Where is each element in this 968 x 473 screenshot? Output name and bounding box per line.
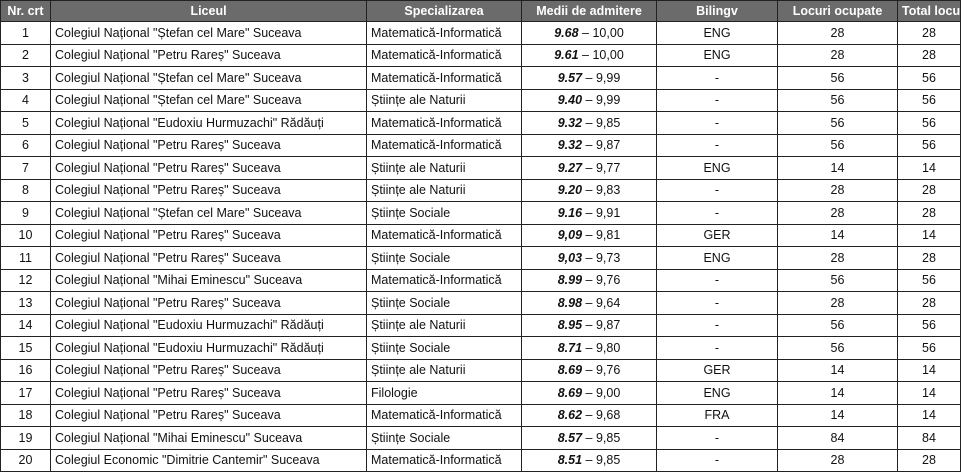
table-row	[1, 134, 961, 157]
cell-nr: 12	[1, 269, 51, 292]
cell-nr: 10	[1, 224, 51, 247]
cell-specializare: Științe ale Naturii	[367, 314, 522, 337]
header-bilingv: Bilingv	[657, 1, 778, 22]
cell-medii	[522, 382, 657, 405]
medie-minima: 9.68	[554, 25, 579, 40]
medie-maxima: 9,00	[595, 385, 621, 400]
cell-specializare: Matematică-Informatică	[367, 44, 522, 67]
cell-total-locuri: 28	[898, 247, 961, 270]
cell-liceu: Colegiul Național "Petru Rareș" Suceava	[51, 359, 367, 382]
cell-liceu: Colegiul Economic "Dimitrie Cantemir" Suceava	[51, 449, 367, 472]
medie-separator: –	[582, 430, 596, 445]
medie-minima: 8.51	[557, 453, 583, 468]
cell-nr: 11	[1, 247, 51, 270]
cell-liceu: Colegiul Național "Mihai Eminescu" Suceava	[51, 427, 367, 450]
cell-bilingv: -	[657, 134, 778, 157]
medie-maxima: 9,68	[595, 408, 621, 423]
cell-bilingv: FRA	[657, 404, 778, 427]
header-total-locuri: Total locuri	[898, 1, 961, 22]
cell-medii	[522, 292, 657, 315]
cell-specializare: Științe Sociale	[367, 337, 522, 360]
cell-bilingv: -	[657, 89, 778, 112]
medie-minima: 8.71	[557, 340, 583, 355]
table-row	[1, 404, 961, 427]
cell-locuri-ocupate: 28	[778, 449, 898, 472]
cell-liceu: Colegiul Național "Eudoxiu Hurmuzachi" Rădăuți	[51, 337, 367, 360]
medie-separator: –	[582, 138, 596, 153]
cell-total-locuri: 28	[898, 44, 961, 67]
cell-total-locuri: 56	[898, 337, 961, 360]
medie-maxima: 10,00	[592, 25, 624, 40]
medie-separator: –	[582, 115, 596, 130]
medie-minima: 9.32	[557, 138, 583, 153]
medie-separator: –	[582, 228, 596, 243]
cell-locuri-ocupate: 28	[778, 179, 898, 202]
cell-bilingv: -	[657, 179, 778, 202]
medie-minima: 9,03	[557, 250, 583, 265]
cell-nr: 14	[1, 314, 51, 337]
cell-specializare: Matematică-Informatică	[367, 449, 522, 472]
medie-separator: –	[582, 250, 596, 265]
medie-separator: –	[582, 205, 596, 220]
table-row	[1, 202, 961, 225]
cell-total-locuri: 28	[898, 202, 961, 225]
cell-bilingv: ENG	[657, 382, 778, 405]
cell-specializare: Matematică-Informatică	[367, 134, 522, 157]
cell-medii	[522, 202, 657, 225]
cell-liceu: Colegiul Național "Ștefan cel Mare" Suceava	[51, 22, 367, 45]
cell-medii	[522, 247, 657, 270]
medie-maxima: 9,85	[595, 430, 621, 445]
medie-separator: –	[582, 385, 596, 400]
cell-specializare: Științe ale Naturii	[367, 89, 522, 112]
cell-bilingv: GER	[657, 359, 778, 382]
table-row	[1, 247, 961, 270]
medie-separator: –	[582, 295, 596, 310]
cell-locuri-ocupate: 28	[778, 292, 898, 315]
cell-bilingv: GER	[657, 224, 778, 247]
cell-total-locuri: 56	[898, 89, 961, 112]
medie-separator: –	[582, 408, 596, 423]
medie-minima: 9,09	[557, 228, 583, 243]
cell-locuri-ocupate: 28	[778, 247, 898, 270]
medie-minima: 8.69	[557, 363, 583, 378]
cell-specializare: Științe ale Naturii	[367, 179, 522, 202]
medie-minima: 9.61	[554, 48, 579, 63]
cell-nr: 19	[1, 427, 51, 450]
cell-medii	[522, 22, 657, 45]
cell-medii	[522, 134, 657, 157]
cell-specializare: Științe Sociale	[367, 427, 522, 450]
cell-bilingv: ENG	[657, 22, 778, 45]
header-liceul: Liceul	[51, 1, 367, 22]
cell-bilingv: -	[657, 449, 778, 472]
cell-specializare: Științe Sociale	[367, 292, 522, 315]
cell-bilingv: -	[657, 202, 778, 225]
cell-locuri-ocupate: 14	[778, 382, 898, 405]
medie-minima: 9.20	[557, 183, 583, 198]
medie-separator: –	[582, 363, 596, 378]
cell-total-locuri: 56	[898, 314, 961, 337]
cell-locuri-ocupate: 28	[778, 202, 898, 225]
cell-bilingv: -	[657, 427, 778, 450]
medie-maxima: 9,91	[595, 205, 621, 220]
cell-locuri-ocupate: 56	[778, 314, 898, 337]
cell-locuri-ocupate: 84	[778, 427, 898, 450]
cell-total-locuri: 14	[898, 157, 961, 180]
medie-maxima: 9,73	[595, 250, 621, 265]
medie-separator: –	[582, 318, 596, 333]
cell-nr: 4	[1, 89, 51, 112]
cell-total-locuri: 28	[898, 179, 961, 202]
cell-liceu: Colegiul Național "Ștefan cel Mare" Suceava	[51, 89, 367, 112]
table-row	[1, 292, 961, 315]
cell-bilingv: -	[657, 292, 778, 315]
cell-liceu: Colegiul Național "Petru Rareș" Suceava	[51, 404, 367, 427]
header-row	[1, 1, 961, 22]
cell-total-locuri: 14	[898, 359, 961, 382]
cell-liceu: Colegiul Național "Petru Rareș" Suceava	[51, 179, 367, 202]
medie-minima: 8.62	[557, 408, 583, 423]
cell-medii	[522, 179, 657, 202]
cell-bilingv: -	[657, 337, 778, 360]
cell-bilingv: ENG	[657, 157, 778, 180]
table-row	[1, 427, 961, 450]
medie-maxima: 9,64	[595, 295, 621, 310]
cell-medii	[522, 269, 657, 292]
medie-minima: 9.57	[557, 70, 583, 85]
cell-bilingv: -	[657, 112, 778, 135]
cell-liceu: Colegiul Național "Petru Rareș" Suceava	[51, 157, 367, 180]
cell-nr: 13	[1, 292, 51, 315]
cell-liceu: Colegiul Național "Petru Rareș" Suceava	[51, 247, 367, 270]
header-medii-de-admitere: Medii de admitere	[522, 1, 657, 22]
cell-medii	[522, 314, 657, 337]
cell-total-locuri: 14	[898, 404, 961, 427]
cell-liceu: Colegiul Național "Eudoxiu Hurmuzachi" Rădăuți	[51, 314, 367, 337]
medie-separator: –	[582, 340, 596, 355]
header-specializarea: Specializarea	[367, 1, 522, 22]
cell-bilingv: -	[657, 314, 778, 337]
cell-total-locuri: 28	[898, 292, 961, 315]
cell-specializare: Științe Sociale	[367, 247, 522, 270]
table-row	[1, 314, 961, 337]
cell-nr: 3	[1, 67, 51, 90]
cell-specializare: Științe Sociale	[367, 202, 522, 225]
cell-locuri-ocupate: 14	[778, 224, 898, 247]
cell-total-locuri: 14	[898, 224, 961, 247]
medie-separator: –	[582, 183, 596, 198]
header-locuri-ocupate: Locuri ocupate	[778, 1, 898, 22]
cell-nr: 18	[1, 404, 51, 427]
cell-medii	[522, 224, 657, 247]
medie-minima: 9.27	[557, 160, 583, 175]
cell-nr: 5	[1, 112, 51, 135]
cell-specializare: Matematică-Informatică	[367, 112, 522, 135]
medie-maxima: 9,87	[595, 318, 621, 333]
medie-minima: 8.69	[557, 385, 583, 400]
cell-locuri-ocupate: 28	[778, 44, 898, 67]
cell-specializare: Matematică-Informatică	[367, 67, 522, 90]
medie-maxima: 9,83	[595, 183, 621, 198]
cell-liceu: Colegiul Național "Eudoxiu Hurmuzachi" Rădăuți	[51, 112, 367, 135]
cell-medii	[522, 157, 657, 180]
cell-specializare: Științe ale Naturii	[367, 359, 522, 382]
cell-total-locuri: 56	[898, 134, 961, 157]
medie-separator: –	[582, 273, 596, 288]
header-nr-crt: Nr. crt	[1, 1, 51, 22]
table-row	[1, 269, 961, 292]
cell-liceu: Colegiul Național "Petru Rareș" Suceava	[51, 224, 367, 247]
cell-locuri-ocupate: 28	[778, 22, 898, 45]
medie-separator: –	[582, 453, 596, 468]
cell-bilingv: -	[657, 67, 778, 90]
cell-liceu: Colegiul Național "Ștefan cel Mare" Suceava	[51, 202, 367, 225]
table-row	[1, 22, 961, 45]
cell-nr: 8	[1, 179, 51, 202]
cell-nr: 1	[1, 22, 51, 45]
cell-total-locuri: 84	[898, 427, 961, 450]
medie-minima: 8.57	[557, 430, 583, 445]
table-row	[1, 224, 961, 247]
cell-specializare: Matematică-Informatică	[367, 269, 522, 292]
medie-minima: 9.16	[557, 205, 583, 220]
cell-specializare: Filologie	[367, 382, 522, 405]
cell-total-locuri: 56	[898, 112, 961, 135]
medie-minima: 9.40	[557, 93, 583, 108]
cell-nr: 7	[1, 157, 51, 180]
table-row	[1, 359, 961, 382]
medie-maxima: 9,76	[595, 273, 621, 288]
cell-liceu: Colegiul Național "Mihai Eminescu" Suceava	[51, 269, 367, 292]
cell-bilingv: ENG	[657, 44, 778, 67]
cell-locuri-ocupate: 56	[778, 134, 898, 157]
medie-maxima: 9,85	[595, 115, 621, 130]
cell-locuri-ocupate: 14	[778, 359, 898, 382]
table-row	[1, 179, 961, 202]
cell-liceu: Colegiul Național "Petru Rareș" Suceava	[51, 292, 367, 315]
cell-medii	[522, 449, 657, 472]
cell-bilingv: -	[657, 269, 778, 292]
medie-maxima: 9,87	[595, 138, 621, 153]
medie-maxima: 9,99	[595, 93, 621, 108]
cell-medii	[522, 112, 657, 135]
table-row	[1, 67, 961, 90]
medie-separator: –	[582, 93, 596, 108]
cell-locuri-ocupate: 56	[778, 337, 898, 360]
cell-liceu: Colegiul Național "Petru Rareș" Suceava	[51, 44, 367, 67]
medie-minima: 8.95	[557, 318, 583, 333]
cell-locuri-ocupate: 14	[778, 404, 898, 427]
cell-bilingv: ENG	[657, 247, 778, 270]
table-body	[1, 22, 961, 472]
cell-locuri-ocupate: 56	[778, 112, 898, 135]
medie-separator: –	[582, 160, 596, 175]
medie-separator: –	[578, 48, 593, 63]
cell-nr: 20	[1, 449, 51, 472]
table-row	[1, 337, 961, 360]
cell-medii	[522, 89, 657, 112]
cell-medii	[522, 404, 657, 427]
medie-separator: –	[582, 70, 596, 85]
table-header	[1, 1, 968, 22]
cell-nr: 15	[1, 337, 51, 360]
cell-locuri-ocupate: 56	[778, 67, 898, 90]
cell-medii	[522, 337, 657, 360]
cell-medii	[522, 67, 657, 90]
table-row	[1, 89, 961, 112]
table-row	[1, 449, 961, 472]
cell-nr: 2	[1, 44, 51, 67]
cell-nr: 9	[1, 202, 51, 225]
cell-medii	[522, 427, 657, 450]
cell-total-locuri: 56	[898, 67, 961, 90]
medie-maxima: 10,00	[592, 48, 624, 63]
medie-minima: 8.99	[557, 273, 583, 288]
cell-locuri-ocupate: 56	[778, 89, 898, 112]
medie-maxima: 9,81	[595, 228, 621, 243]
cell-locuri-ocupate: 56	[778, 269, 898, 292]
cell-medii	[522, 359, 657, 382]
cell-specializare: Matematică-Informatică	[367, 404, 522, 427]
medie-separator: –	[578, 25, 593, 40]
table-row	[1, 112, 961, 135]
cell-locuri-ocupate: 14	[778, 157, 898, 180]
table-row	[1, 44, 961, 67]
cell-nr: 17	[1, 382, 51, 405]
medie-maxima: 9,80	[595, 340, 621, 355]
medie-maxima: 9,77	[595, 160, 621, 175]
cell-liceu: Colegiul Național "Petru Rareș" Suceava	[51, 382, 367, 405]
medie-maxima: 9,85	[595, 453, 621, 468]
cell-total-locuri: 28	[898, 449, 961, 472]
table-row	[1, 157, 961, 180]
cell-specializare: Matematică-Informatică	[367, 22, 522, 45]
cell-liceu: Colegiul Național "Ștefan cel Mare" Suceava	[51, 67, 367, 90]
medie-minima: 9.32	[557, 115, 583, 130]
cell-nr: 16	[1, 359, 51, 382]
table-row	[1, 382, 961, 405]
medie-minima: 8.98	[557, 295, 583, 310]
cell-liceu: Colegiul Național "Petru Rareș" Suceava	[51, 134, 367, 157]
medie-maxima: 9,99	[595, 70, 621, 85]
cell-medii	[522, 44, 657, 67]
cell-total-locuri: 14	[898, 382, 961, 405]
cell-total-locuri: 56	[898, 269, 961, 292]
medie-maxima: 9,76	[595, 363, 621, 378]
cell-specializare: Matematică-Informatică	[367, 224, 522, 247]
cell-specializare: Științe ale Naturii	[367, 157, 522, 180]
cell-total-locuri: 28	[898, 22, 961, 45]
cell-nr: 6	[1, 134, 51, 157]
